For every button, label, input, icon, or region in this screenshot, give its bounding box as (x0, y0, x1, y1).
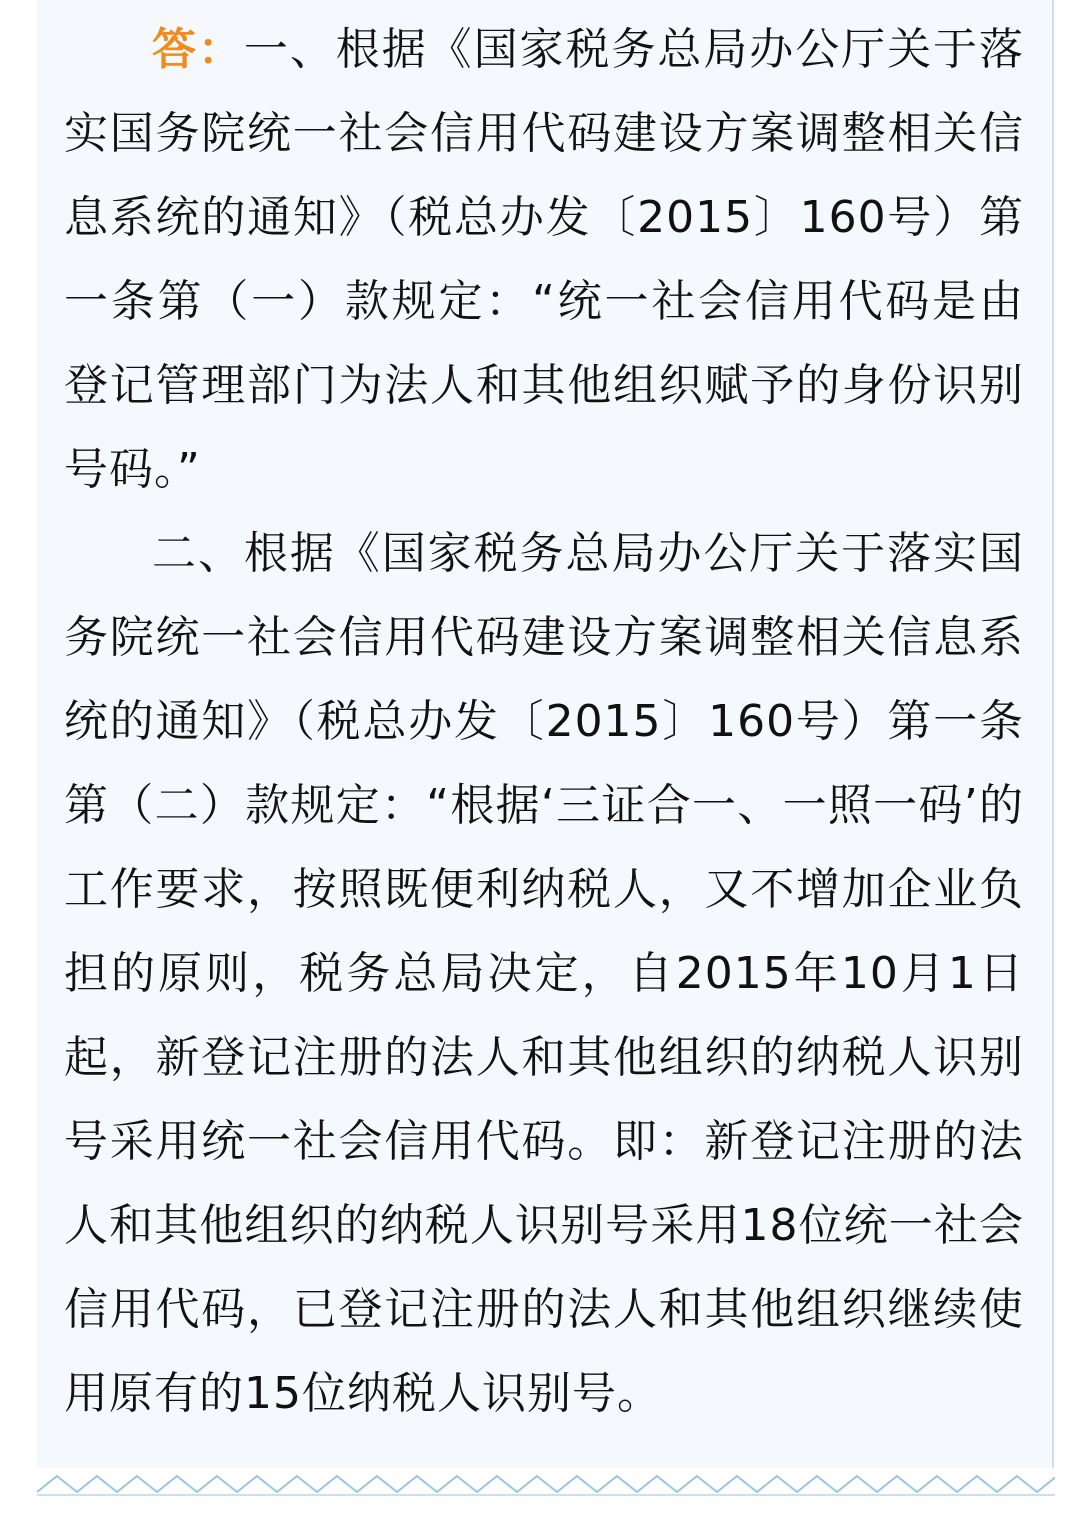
answer-paragraph-2 (64, 512, 1024, 1436)
paragraph-1-text: 一、根据《国家税务总局办公厅关于落实国务院统一社会信用代码建设方案调整相关信息系统的通知》（税总办发〔2015〕160号）第一条第（一）款规定：“统一社会信用代码是由登记管理部门为法人和其他组织赋予的身份识别号码。” (64, 24, 1025, 495)
answer-paragraph-1 (64, 8, 1024, 512)
answer-lead-label: 答： (152, 24, 244, 75)
answer-content (64, 8, 1024, 1436)
paragraph-2-text: 二、根据《国家税务总局办公厅关于落实国务院统一社会信用代码建设方案调整相关信息系统的通知》（税总办发〔2015〕160号）第一条第（二）款规定：“根据‘三证合一、一照一码’的工作要求，按照既便利纳税人，又不增加企业负担的原则，税务总局决定，自2015年10月1日起，新登记注册的法人和其他组织的纳税人识别号采用统一社会信用代码。即：新登记注册的法人和其他组织的纳税人识别号采用18位统一社会信用代码，已登记注册的法人和其他组织继续使用原有的15位纳税人识别号。 (64, 528, 1024, 1419)
wave-border-decoration (37, 1462, 1055, 1502)
